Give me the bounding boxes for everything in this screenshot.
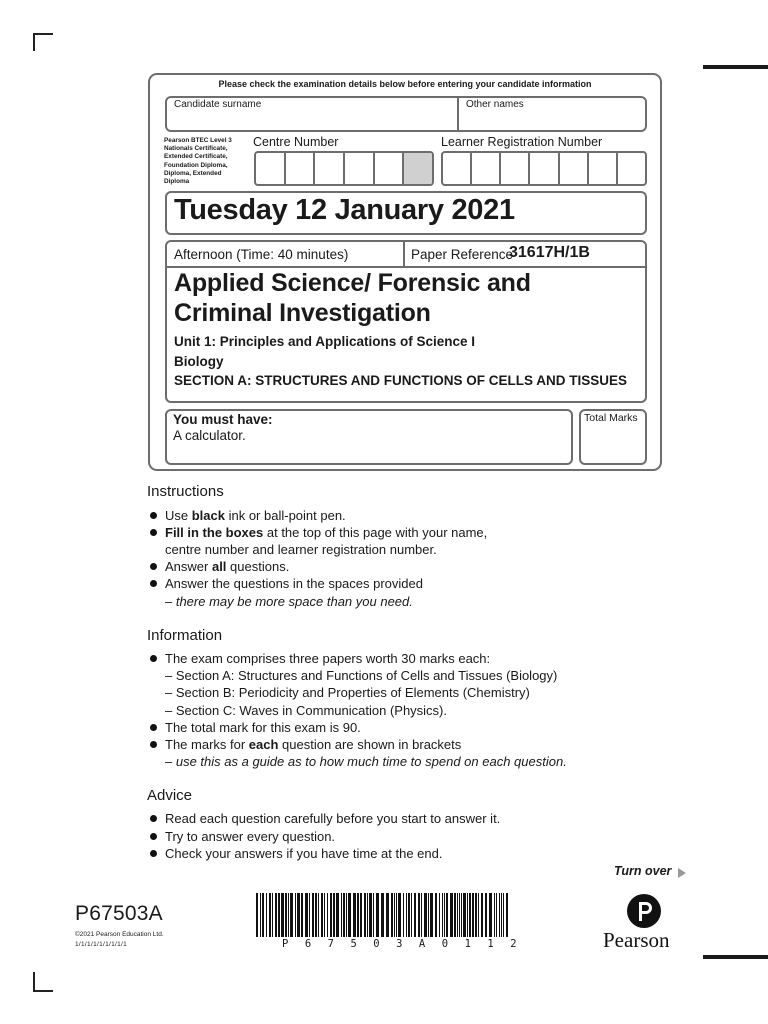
bullet-icon <box>150 815 157 822</box>
bullet-icon <box>150 529 157 536</box>
name-divider <box>457 96 459 132</box>
learner-registration-cell[interactable] <box>618 153 645 184</box>
list-item: Fill in the boxes at the top of this page with your name, <box>150 525 487 540</box>
information-heading: Information <box>147 627 223 644</box>
bullet-icon <box>150 850 157 857</box>
pearson-logo-icon <box>627 894 661 928</box>
bullet-icon <box>150 741 157 748</box>
subject-title: Applied Science/ Forensic and Criminal Investigation <box>174 269 531 327</box>
pearson-wordmark: Pearson <box>603 928 670 952</box>
section-list-item: – Section C: Waves in Communication (Physics). <box>165 703 448 718</box>
exam-session: Afternoon (Time: 40 minutes) <box>174 247 349 262</box>
centre-number-cell[interactable] <box>375 153 405 184</box>
turn-over-label: Turn over <box>614 864 672 878</box>
list-item: Answer all questions. <box>150 559 289 574</box>
list-item: Try to answer every question. <box>150 829 335 844</box>
crop-mark <box>33 972 35 992</box>
exam-date: Tuesday 12 January 2021 <box>174 194 515 226</box>
learner-registration-cell[interactable] <box>443 153 472 184</box>
centre-number-cell[interactable] <box>286 153 316 184</box>
other-names-label: Other names <box>466 99 524 110</box>
paper-code: P67503A <box>75 902 163 925</box>
section-list-item: – Section A: Structures and Functions of Cells and Tissues (Biology) <box>165 668 558 683</box>
learner-registration-grid[interactable] <box>441 151 647 186</box>
learner-registration-cell[interactable] <box>472 153 501 184</box>
learner-registration-cell[interactable] <box>589 153 618 184</box>
list-item: Read each question carefully before you start to answer it. <box>150 811 500 826</box>
candidate-surname-label: Candidate surname <box>174 99 262 110</box>
list-item: Check your answers if you have time at the end. <box>150 846 442 861</box>
list-item: The exam comprises three papers worth 30 marks each: <box>150 651 490 666</box>
unit-title: Unit 1: Principles and Applications of Science I <box>174 334 476 349</box>
check-details-note: Please check the examination details below before entering your candidate information <box>218 79 592 89</box>
list-item: Answer the questions in the spaces provided <box>150 576 423 591</box>
edge-bar <box>703 955 768 959</box>
barcode-text: P67503A0112 <box>282 938 534 950</box>
barcode-icon <box>256 893 510 937</box>
list-item-continuation: centre number and learner registration number. <box>165 542 437 557</box>
centre-number-cell-shaded <box>404 153 432 184</box>
centre-number-grid[interactable] <box>254 151 434 186</box>
print-code: 1/1/1/1/1/1/1/1/1 <box>75 941 128 948</box>
paper-reference-label: Paper Reference <box>411 247 514 262</box>
crop-mark <box>33 33 53 35</box>
learner-registration-cell[interactable] <box>501 153 530 184</box>
learner-registration-label: Learner Registration Number <box>441 135 603 149</box>
edge-bar <box>703 65 768 69</box>
advice-heading: Advice <box>147 787 193 804</box>
centre-number-cell[interactable] <box>256 153 286 184</box>
divider <box>403 240 405 267</box>
centre-number-cell[interactable] <box>315 153 345 184</box>
crop-mark <box>33 33 35 51</box>
learner-registration-cell[interactable] <box>560 153 589 184</box>
list-item: The total mark for this exam is 90. <box>150 720 361 735</box>
section-title: SECTION A: STRUCTURES AND FUNCTIONS OF CELLS AND TISSUES <box>174 373 628 388</box>
crop-mark <box>33 990 53 992</box>
section-list-item: – Section B: Periodicity and Properties of Elements (Chemistry) <box>165 685 530 700</box>
qualification-title: Pearson BTEC Level 3 Nationals Certificate, Extended Certificate, Foundation Diploma, Diploma, Extended Diploma <box>164 137 232 186</box>
bullet-icon <box>150 724 157 731</box>
list-item-continuation: – there may be more space than you need. <box>165 594 413 609</box>
list-item-continuation: – use this as a guide as to how much time to spend on each question. <box>165 754 567 769</box>
copyright: ©2021 Pearson Education Ltd. <box>75 931 164 938</box>
bullet-icon <box>150 563 157 570</box>
centre-number-label: Centre Number <box>253 135 339 149</box>
instructions-heading: Instructions <box>147 483 224 500</box>
triangle-right-icon <box>678 868 686 878</box>
discipline-title: Biology <box>174 354 224 369</box>
bullet-icon <box>150 833 157 840</box>
must-have-value: A calculator. <box>173 428 246 443</box>
centre-number-cell[interactable] <box>345 153 375 184</box>
paper-reference: 31617H/1B <box>509 244 590 261</box>
bullet-icon <box>150 512 157 519</box>
list-item: The marks for each question are shown in brackets <box>150 737 461 752</box>
total-marks-label: Total Marks <box>584 412 638 424</box>
learner-registration-cell[interactable] <box>530 153 559 184</box>
bullet-icon <box>150 655 157 662</box>
list-item: Use black ink or ball-point pen. <box>150 508 346 523</box>
bullet-icon <box>150 580 157 587</box>
must-have-label: You must have: <box>173 412 273 427</box>
